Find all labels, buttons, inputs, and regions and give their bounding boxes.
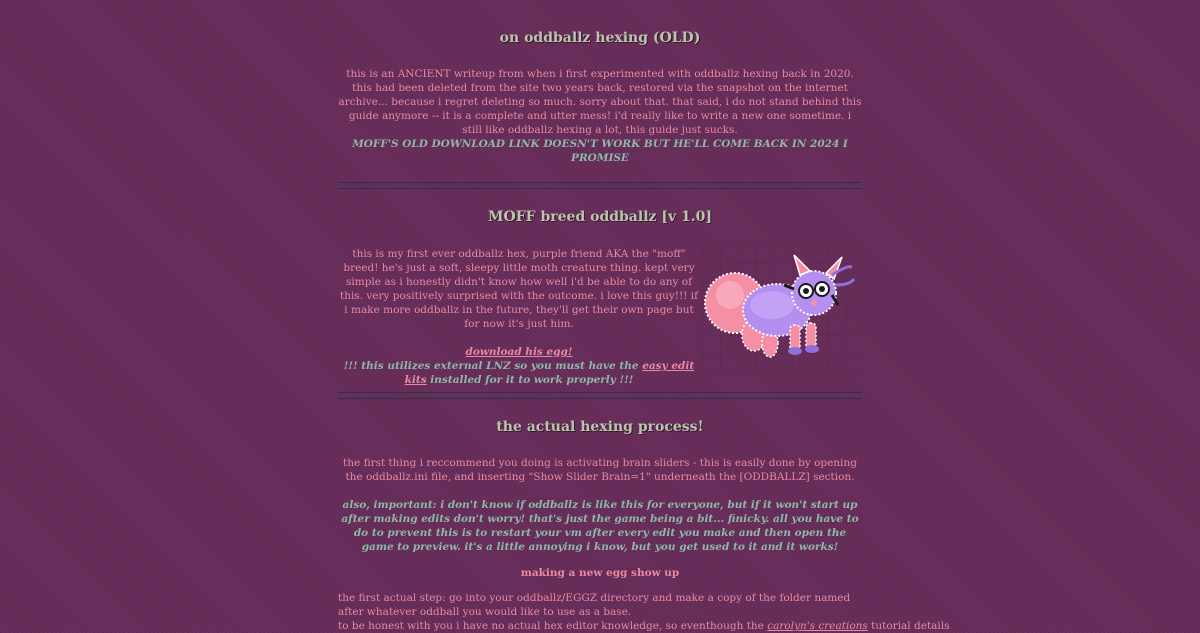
intro-paragraph: this is an ANCIENT writeup from when i first experimented with oddballz hexing back in 2020. this had been deleted from the site two years back, restored via the snapshot on the internet archive... because i regret deleting so much. sorry about that. that said, i do not stand behind this guide anymore -- it is a complete and utter mess! i'd really like to write a new one sometime. i still like oddballz hexing a lot, this guide just sucks. <box>338 68 862 136</box>
carolyns-creations-link[interactable]: carolyn's creations <box>767 620 868 632</box>
easy-edit-kits-link[interactable]: easy edit kits <box>404 360 695 386</box>
process-title: the actual hexing process! <box>496 419 704 435</box>
moff-text-block <box>338 247 700 387</box>
process-subheading: making a new egg show up <box>520 567 680 579</box>
lnz-note-text: !!! this utilizes external LNZ so you must have the <box>343 360 643 372</box>
moff-description: this is my first ever oddballz hex, purple friend AKA the "moff" breed! he's just a soft, sleepy little moth creature thing. kept very simple as i honestly didn't know how well i'd be able to do any of this. very positively surprised with the outcome. i love this guy!!! if i make more oddballz in the future, they'll get their own page but for now it's just him. <box>339 248 699 330</box>
intro-notice: MOFF'S OLD DOWNLOAD LINK DOESN'T WORK BUT HE'LL COME BACK IN 2024 I PROMISE <box>352 138 848 164</box>
section-divider <box>338 392 862 399</box>
moff-title: MOFF breed oddballz [v 1.0] <box>488 209 712 225</box>
process-paragraph: the first thing i reccommend you doing is activating brain sliders - this is easily done by opening the oddballz.ini file, and inserting "Show Slider Brain=1" underneath the [ODDBALLZ] section. <box>343 457 857 483</box>
download-egg-link[interactable]: download his egg! <box>465 346 573 358</box>
process-step2-text: to be honest with you i have no actual hex editor knowledge, so eventhough the <box>338 620 768 632</box>
lnz-note <box>338 359 700 387</box>
section-divider <box>338 182 862 189</box>
lnz-note-text-end: installed for it to work properly !!! <box>426 374 634 386</box>
process-step2 <box>338 619 950 633</box>
intro-title: on oddballz hexing (OLD) <box>499 30 701 46</box>
process-step2-text-end: tutorial details <box>867 620 950 632</box>
process-important: also, important: i don't know if oddballz is like this for everyone, but if it won't start up after making edits don't worry! that's just the game being a bit... finicky. all you have to do to prevent this is to restart your vm after every edit you make and then open the game to preview. it's a little annoying i know, but you get used to it and it works! <box>341 499 859 553</box>
process-step1: the first actual step: go into your oddballz/EGGZ directory and make a copy of the folder named after whatever oddball you would like to use as a base. <box>338 592 851 618</box>
moff-oddball-image <box>702 245 864 373</box>
